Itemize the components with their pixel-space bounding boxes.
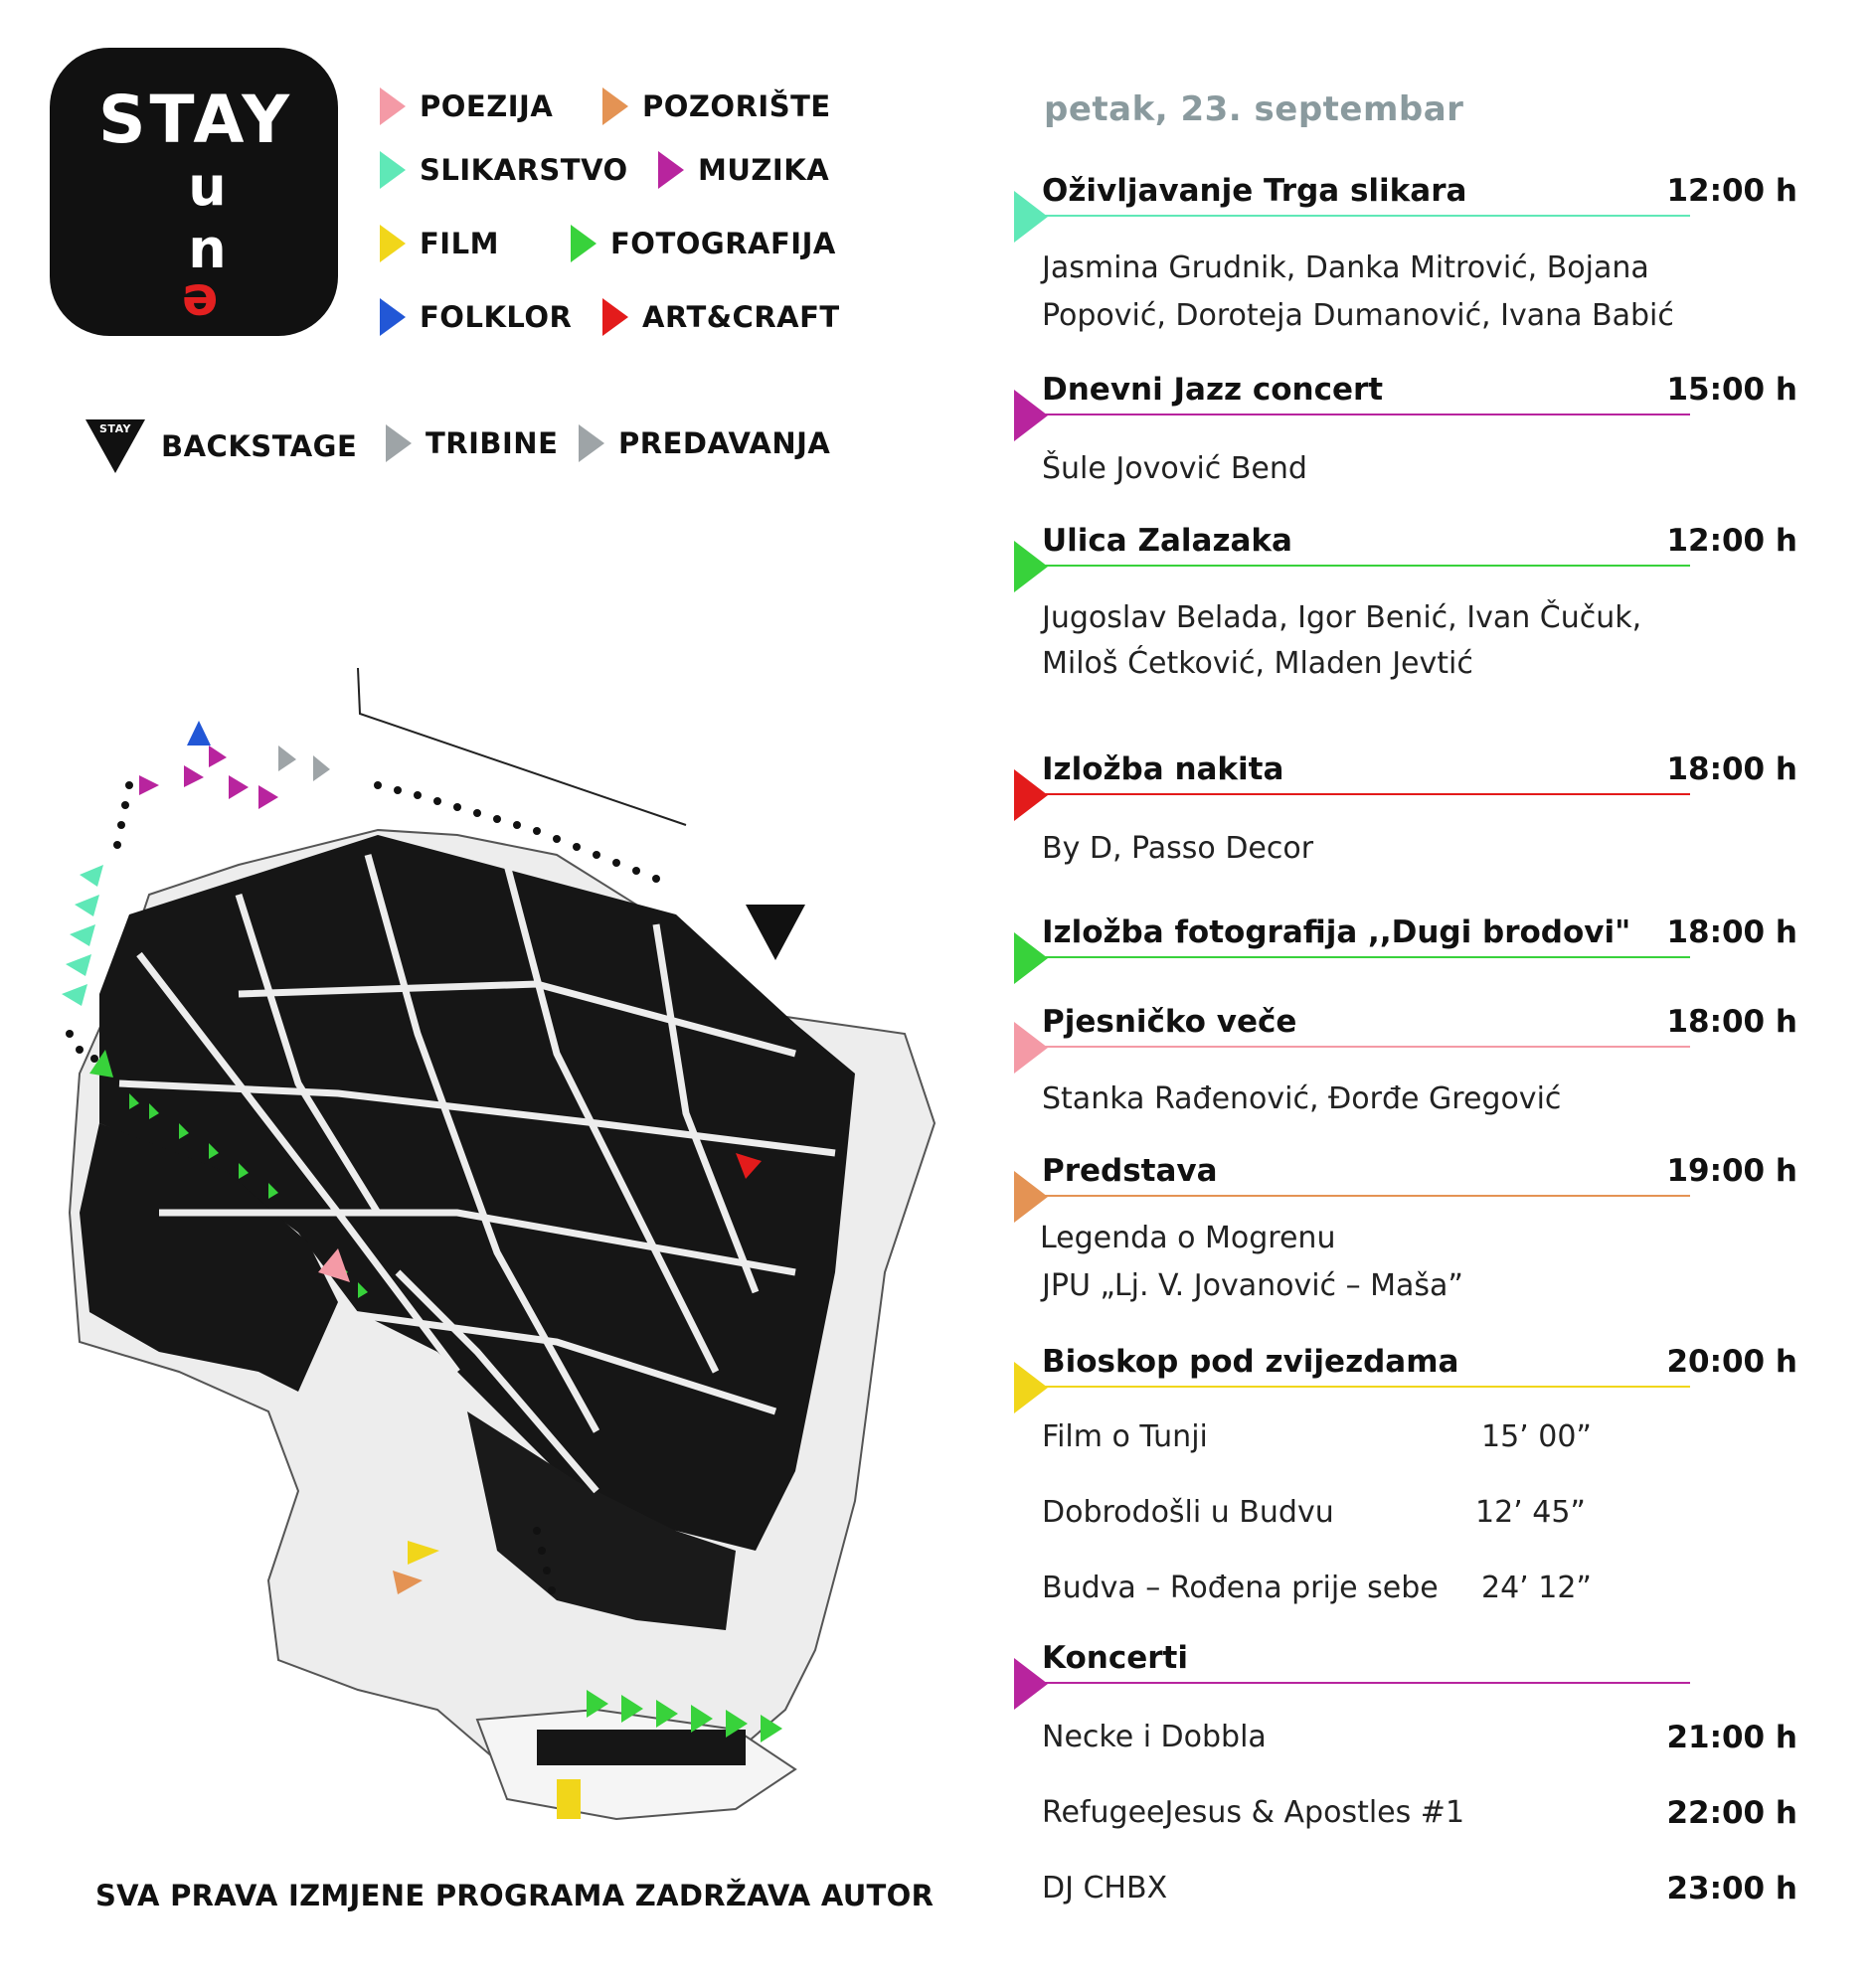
muzika-triangle-icon: [658, 151, 684, 189]
event-divider: [1024, 793, 1690, 795]
logo-sub: un: [176, 155, 239, 280]
event-time: 12:00 h: [1666, 523, 1797, 559]
event-title: Izložba fotografija ,,Dugi brodovi": [1042, 914, 1631, 950]
old-town-map: [40, 656, 954, 1849]
concert-name: DJ CHBX: [1042, 1871, 1168, 1905]
legend-fotografija: [571, 225, 836, 262]
slikarstvo-triangle-icon: [380, 151, 406, 189]
event-detail: Jasmina Grudnik, Danka Mitrović, Bojana: [1042, 250, 1649, 285]
film-duration: 12’ 45”: [1475, 1495, 1586, 1530]
legend-backstage: [84, 417, 357, 475]
event-divider: [1024, 414, 1690, 415]
event-title: Ulica Zalazaka: [1042, 523, 1292, 559]
event-title: Bioskop pod zvijezdama: [1042, 1344, 1459, 1380]
event-time: 18:00 h: [1666, 1004, 1797, 1040]
film-duration: 24’ 12”: [1481, 1571, 1592, 1605]
event-divider: [1024, 215, 1690, 217]
footer-disclaimer: SVA PRAVA IZMJENE PROGRAMA ZADRŽAVA AUTOR: [95, 1879, 935, 1912]
legend-label: FOLKLOR: [420, 300, 573, 334]
folklor-triangle-icon: [380, 298, 406, 336]
concert-name: RefugeeJesus & Apostles #1: [1042, 1795, 1465, 1830]
film-triangle-icon: [380, 225, 406, 262]
concert-time: 23:00 h: [1666, 1871, 1797, 1906]
film-duration: 15’ 00”: [1481, 1419, 1592, 1454]
event-divider: [1024, 1682, 1690, 1684]
event-title: Izložba nakita: [1042, 751, 1284, 787]
event-divider: [1024, 1195, 1690, 1197]
event-time: 18:00 h: [1666, 751, 1797, 787]
legend-label: POEZIJA: [420, 89, 554, 123]
legend-label: SLIKARSTVO: [420, 153, 628, 187]
legend-tribine: [386, 424, 558, 462]
schedule-date: petak, 23. septembar: [1044, 89, 1464, 129]
predavanja-triangle-icon: [579, 424, 604, 462]
event-detail: By D, Passo Decor: [1042, 831, 1314, 866]
legend-label: PREDAVANJA: [618, 426, 831, 460]
legend-muzika: [658, 151, 829, 189]
legend-predavanja: [579, 424, 830, 462]
fotografija-triangle-icon: [571, 225, 597, 262]
backstage-icon: [84, 417, 147, 475]
event-detail: Stanka Rađenović, Đorđe Gregović: [1042, 1081, 1562, 1116]
legend-slikarstvo: [380, 151, 628, 189]
event-title: Koncerti: [1042, 1640, 1188, 1676]
legend-label: MUZIKA: [698, 153, 830, 187]
legend-film: [380, 225, 499, 262]
event-detail: Popović, Doroteja Dumanović, Ivana Babić: [1042, 298, 1674, 333]
legend-label: ART&CRAFT: [642, 300, 840, 334]
film-name: Dobrodošli u Budvu: [1042, 1495, 1334, 1530]
stay-tune-logo: [50, 48, 338, 336]
concert-time: 21:00 h: [1666, 1720, 1797, 1755]
event-time: 19:00 h: [1666, 1153, 1797, 1189]
event-divider: [1024, 1046, 1690, 1048]
event-time: 15:00 h: [1666, 372, 1797, 408]
concert-name: Necke i Dobbla: [1042, 1720, 1267, 1754]
event-title: Pjesničko veče: [1042, 1004, 1297, 1040]
pozoriste-triangle-icon: [602, 87, 628, 125]
event-time: 18:00 h: [1666, 914, 1797, 950]
event-time: 20:00 h: [1666, 1344, 1797, 1380]
event-detail: JPU „Lj. V. Jovanović – Maša”: [1042, 1268, 1463, 1303]
legend-artcraft: [602, 298, 840, 336]
legend-label: TRIBINE: [426, 426, 559, 460]
legend-label: BACKSTAGE: [161, 429, 358, 463]
event-detail: Miloš Ćetković, Mladen Jevtić: [1042, 646, 1473, 681]
film-name: Film o Tunji: [1042, 1419, 1208, 1454]
legend-label: FILM: [420, 227, 499, 260]
legend-poezija: [380, 87, 553, 125]
tribine-triangle-icon: [386, 424, 412, 462]
artcraft-triangle-icon: [602, 298, 628, 336]
legend-label: FOTOGRAFIJA: [610, 227, 836, 260]
legend-pozoriste: [602, 87, 831, 125]
event-time: 12:00 h: [1666, 173, 1797, 209]
logo-e: e: [181, 272, 219, 335]
event-title: Predstava: [1042, 1153, 1218, 1189]
event-divider: [1024, 956, 1690, 958]
event-detail: Legenda o Mogrenu: [1040, 1221, 1336, 1255]
film-name: Budva – Rođena prije sebe: [1042, 1571, 1439, 1605]
legend-label: POZORIŠTE: [642, 89, 831, 123]
backstage-icon-text: STAY: [99, 422, 131, 435]
logo-word: STAY: [98, 82, 293, 158]
event-divider: [1024, 1386, 1690, 1388]
event-title: Oživljavanje Trga slikara: [1042, 173, 1467, 209]
poezija-triangle-icon: [380, 87, 406, 125]
legend-folklor: [380, 298, 572, 336]
event-detail: Šule Jovović Bend: [1042, 451, 1307, 486]
event-title: Dnevni Jazz concert: [1042, 372, 1384, 408]
event-detail: Jugoslav Belada, Igor Benić, Ivan Čučuk,: [1042, 600, 1642, 635]
event-divider: [1024, 565, 1690, 567]
concert-time: 22:00 h: [1666, 1795, 1797, 1831]
